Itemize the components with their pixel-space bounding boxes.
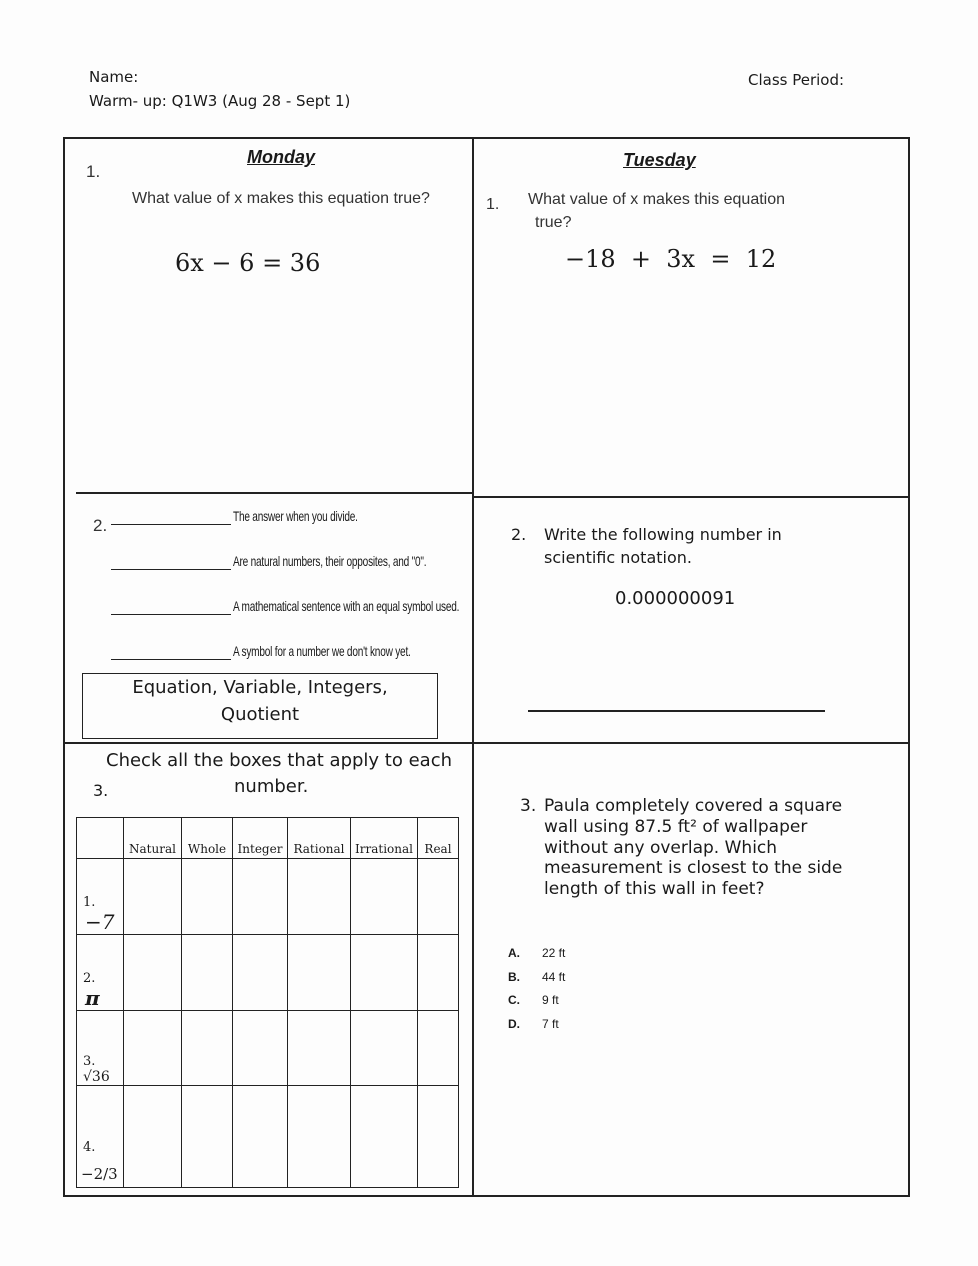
column-header: Real (418, 818, 459, 859)
column-header: Natural (124, 818, 182, 859)
monday-q3-number: 3. (93, 781, 109, 800)
row-label-cell (77, 1011, 124, 1086)
monday-q1-equation: 6x − 6 = 36 (175, 249, 321, 277)
monday-q1-prompt: What value of x makes this equation true? (132, 190, 430, 207)
checkbox-cell[interactable] (124, 1011, 182, 1086)
tuesday-q1-prompt: What value of x makes this equation (528, 191, 786, 208)
option-a[interactable] (508, 941, 565, 965)
prompt-line: measurement is closest to the side (544, 858, 843, 879)
checkbox-cell[interactable] (182, 935, 233, 1011)
row-number: 1. (83, 894, 96, 910)
day-divider (472, 137, 474, 1195)
definition: The answer when you divide. (233, 508, 358, 524)
answer-blank[interactable] (528, 710, 825, 712)
tuesday-heading: Tuesday (623, 150, 696, 170)
row-number: 2. (83, 970, 96, 986)
row-number: 4. (83, 1139, 96, 1155)
monday-q1-number: 1. (86, 162, 101, 181)
definition: Are natural numbers, their opposites, and "0". (233, 553, 427, 569)
option-b[interactable] (508, 965, 565, 989)
table-row (77, 1011, 459, 1086)
definition: A symbol for a number we don't know yet. (233, 643, 411, 659)
row-label-cell (77, 935, 124, 1011)
checkbox-cell[interactable] (233, 935, 288, 1011)
checkbox-cell[interactable] (124, 859, 182, 935)
table-header-row (77, 818, 459, 859)
option-text: 44 ft (542, 969, 566, 984)
checkbox-cell[interactable] (182, 1011, 233, 1086)
row-label-cell (77, 1086, 124, 1188)
answer-blank[interactable] (111, 659, 231, 660)
tuesday-q2-value: 0.000000091 (615, 588, 736, 609)
table-row (77, 935, 459, 1011)
tuesday-q2-number: 2. (511, 525, 527, 544)
row-value: π (85, 986, 100, 1010)
column-header: Rational (288, 818, 351, 859)
checkbox-cell[interactable] (418, 859, 459, 935)
prompt-line: length of this wall in feet? (544, 879, 765, 900)
row-number: 3. (83, 1053, 96, 1069)
checkbox-cell[interactable] (351, 1086, 418, 1188)
answer-blank[interactable] (111, 524, 231, 525)
column-header: Whole (182, 818, 233, 859)
table-row (77, 859, 459, 935)
prompt-line: Paula completely covered a square (544, 796, 843, 816)
monday-q3-prompt-cont: number. (234, 776, 309, 797)
checkbox-cell[interactable] (233, 859, 288, 935)
checkbox-cell[interactable] (351, 1011, 418, 1086)
warmup-title: Warm- up: Q1W3 (Aug 28 - Sept 1) (89, 92, 351, 110)
checkbox-cell[interactable] (124, 935, 182, 1011)
tuesday-q2-prompt: Write the following number in (544, 525, 782, 544)
name-label: Name: (89, 68, 139, 86)
checkbox-cell[interactable] (288, 1011, 351, 1086)
monday-q2-number: 2. (93, 516, 108, 535)
tuesday-q1-prompt-cont: true? (535, 214, 572, 231)
checkbox-cell[interactable] (233, 1011, 288, 1086)
answer-blank[interactable] (111, 569, 231, 570)
checkbox-cell[interactable] (418, 935, 459, 1011)
empty-header (77, 818, 124, 859)
word-bank-line: Quotient (220, 704, 300, 725)
tuesday-q3-number: 3. (520, 796, 537, 816)
checkbox-cell[interactable] (124, 1086, 182, 1188)
word-bank-line: Equation, Variable, Integers, (132, 677, 388, 698)
row-value: √36 (83, 1069, 110, 1085)
row-value: −2/3 (81, 1165, 118, 1183)
option-d[interactable] (508, 1012, 565, 1036)
column-header: Irrational (351, 818, 418, 859)
option-letter: B. (508, 969, 520, 984)
answer-blank[interactable] (111, 614, 231, 615)
checkbox-cell[interactable] (418, 1011, 459, 1086)
tuesday-q2-prompt-cont: scientific notation. (544, 548, 692, 567)
word-bank (82, 673, 438, 739)
checkbox-cell[interactable] (233, 1086, 288, 1188)
table-row (77, 1086, 459, 1188)
number-classification-table (76, 817, 459, 1188)
row-label-cell (77, 859, 124, 935)
checkbox-cell[interactable] (351, 859, 418, 935)
checkbox-cell[interactable] (182, 859, 233, 935)
option-letter: D. (508, 1017, 520, 1032)
option-text: 22 ft (542, 946, 566, 960)
tuesday-q1-number: 1. (486, 196, 500, 213)
checkbox-cell[interactable] (418, 1086, 459, 1188)
tuesday-divider-1 (472, 496, 910, 498)
column-header: Integer (233, 818, 288, 859)
option-letter: A. (508, 946, 520, 960)
monday-q3-prompt: Check all the boxes that apply to each (106, 750, 452, 771)
option-text: 9 ft (542, 993, 559, 1008)
row-value: −7 (85, 910, 115, 934)
prompt-line: without any overlap. Which (544, 837, 778, 858)
answer-options (508, 941, 565, 1036)
option-text: 7 ft (542, 1017, 559, 1032)
checkbox-cell[interactable] (288, 859, 351, 935)
checkbox-cell[interactable] (182, 1086, 233, 1188)
definition: A mathematical sentence with an equal symbol used. (233, 598, 460, 614)
row-divider-2 (63, 742, 908, 744)
checkbox-cell[interactable] (351, 935, 418, 1011)
monday-divider-1 (76, 492, 472, 494)
class-period-label: Class Period: (748, 71, 845, 89)
prompt-line: wall using 87.5 ft² of wallpaper (544, 816, 808, 837)
tuesday-q1-equation: −18 + 3x = 12 (565, 245, 777, 273)
option-letter: C. (508, 993, 520, 1008)
tuesday-q3-prompt (544, 796, 842, 900)
checkbox-cell[interactable] (288, 935, 351, 1011)
monday-heading: Monday (247, 147, 316, 167)
option-c[interactable] (508, 988, 565, 1012)
checkbox-cell[interactable] (288, 1086, 351, 1188)
